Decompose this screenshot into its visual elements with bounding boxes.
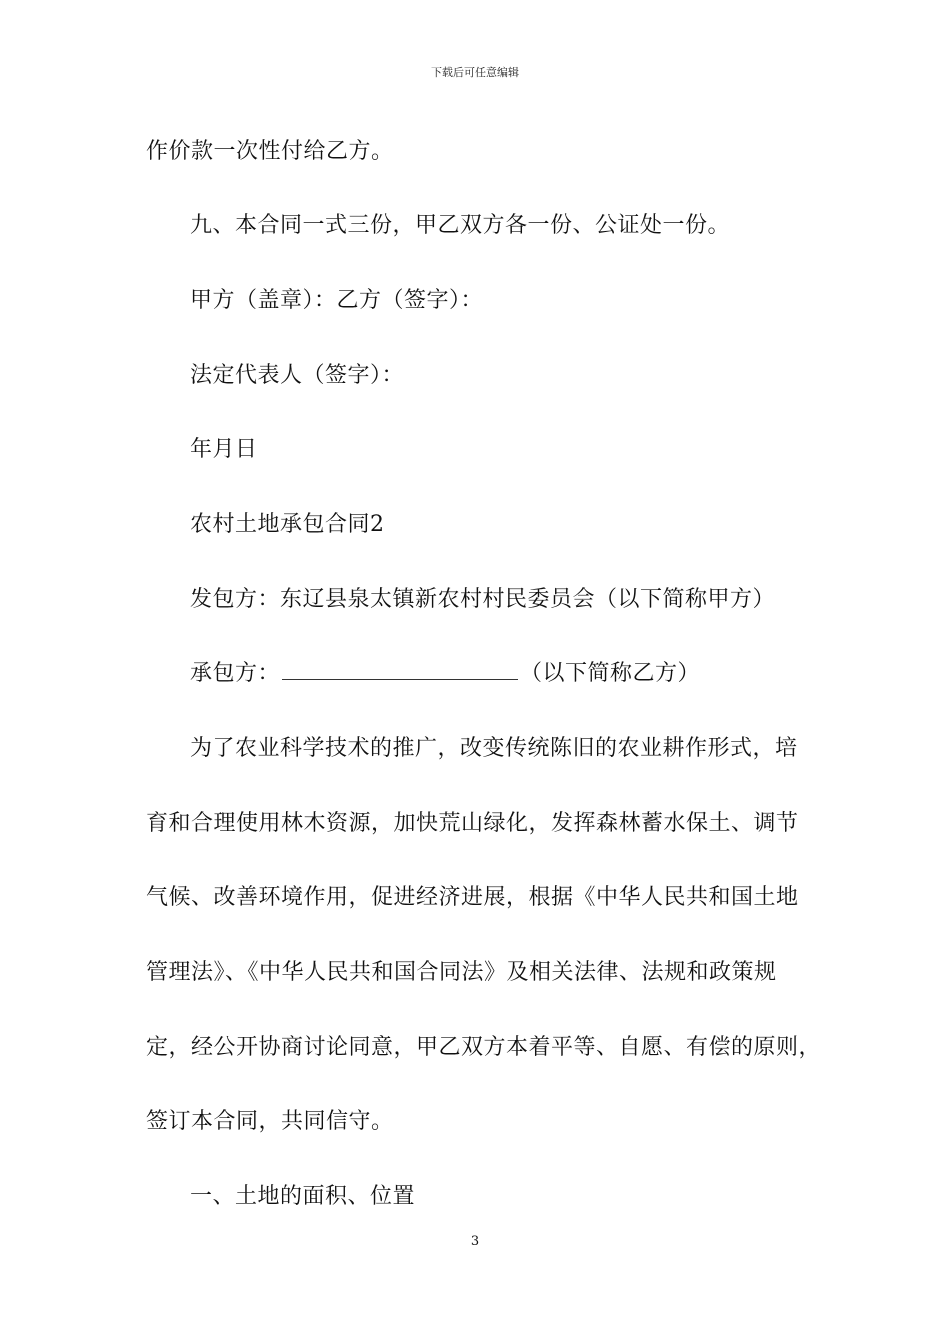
text-line: 作价款一次性付给乙方。 — [146, 139, 394, 164]
text-line: 气候、改善环境作用，促进经济进展，根据《中华人民共和国土地 — [146, 885, 799, 910]
text-line: 育和合理使用林木资源，加快荒山绿化，发挥森林蓄水保土、调节 — [146, 811, 799, 836]
text-line: 为了农业科学技术的推广，改变传统陈旧的农业耕作形式，培 — [190, 736, 798, 761]
page-header: 下载后可任意编辑 — [431, 66, 519, 79]
blank-underline — [282, 659, 518, 680]
text-line: 定，经公开协商讨论同意，甲乙双方本着平等、自愿、有偿的原则， — [146, 1035, 822, 1060]
text-line: 管理法》、《中华人民共和国合同法》及相关法律、法规和政策规 — [146, 960, 777, 985]
section-title: 农村土地承包合同2 — [190, 512, 385, 537]
text-line: 签订本合同，共同信守。 — [146, 1109, 394, 1134]
text-line: 年月日 — [190, 437, 258, 462]
contractor-line — [190, 659, 700, 689]
text-line: 法定代表人（签字）： — [190, 363, 405, 388]
contractor-label: 承包方： — [190, 661, 281, 686]
page-number: 3 — [470, 1234, 480, 1249]
contractor-suffix: （以下简称乙方） — [520, 661, 701, 686]
text-line: 甲方（盖章）：乙方（签字）： — [190, 288, 484, 313]
text-line: 九、本合同一式三份，甲乙双方各一份、公证处一份。 — [190, 213, 731, 238]
text-line: 发包方：东辽县泉太镇新农村村民委员会（以下简称甲方） — [190, 587, 776, 612]
section-heading: 一、土地的面积、位置 — [190, 1184, 416, 1209]
